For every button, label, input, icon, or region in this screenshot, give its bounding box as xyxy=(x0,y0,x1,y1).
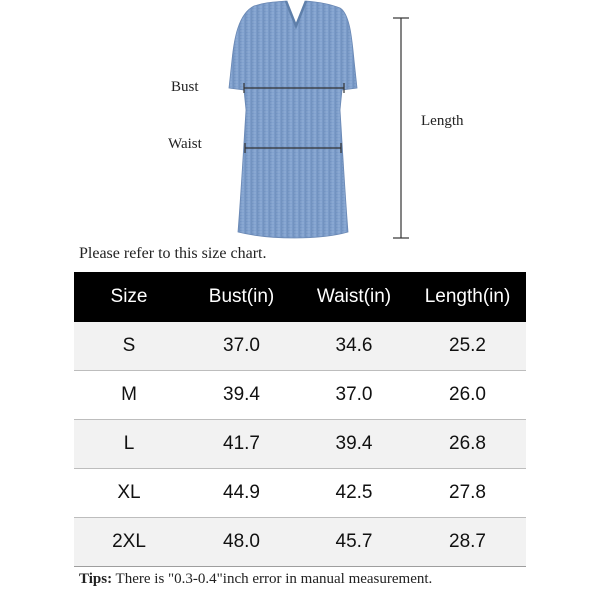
tips-text: There is "0.3-0.4"inch error in manual measurement. xyxy=(112,571,433,587)
table-row xyxy=(74,420,526,469)
table-header-row xyxy=(74,272,526,322)
table-row xyxy=(74,469,526,518)
tshirt-icon xyxy=(229,1,357,238)
header-waist: Waist(in) xyxy=(299,272,409,322)
cell-size: M xyxy=(74,371,184,420)
cell-size: L xyxy=(74,420,184,469)
header-length: Length(in) xyxy=(409,272,526,322)
header-size: Size xyxy=(74,272,184,322)
table-row xyxy=(74,518,526,567)
cell-bust: 41.7 xyxy=(184,420,299,469)
tshirt-figure xyxy=(0,0,600,245)
cell-bust: 37.0 xyxy=(184,322,299,371)
tips-label: Tips: xyxy=(79,571,113,587)
cell-waist: 45.7 xyxy=(299,518,409,567)
cell-bust: 48.0 xyxy=(184,518,299,567)
cell-length: 25.2 xyxy=(409,322,526,371)
header-bust: Bust(in) xyxy=(184,272,299,322)
cell-bust: 44.9 xyxy=(184,469,299,518)
waist-label: Waist xyxy=(168,136,202,152)
cell-length: 26.8 xyxy=(409,420,526,469)
size-chart-table xyxy=(74,272,526,567)
size-chart-caption: Please refer to this size chart. xyxy=(79,245,267,262)
cell-bust: 39.4 xyxy=(184,371,299,420)
cell-size: 2XL xyxy=(74,518,184,567)
cell-waist: 42.5 xyxy=(299,469,409,518)
measurement-tips xyxy=(79,571,432,588)
table-row xyxy=(74,371,526,420)
cell-size: XL xyxy=(74,469,184,518)
cell-waist: 37.0 xyxy=(299,371,409,420)
bust-label: Bust xyxy=(171,79,199,95)
cell-waist: 34.6 xyxy=(299,322,409,371)
cell-waist: 39.4 xyxy=(299,420,409,469)
cell-length: 26.0 xyxy=(409,371,526,420)
size-illustration xyxy=(0,0,600,245)
table-row xyxy=(74,322,526,371)
cell-length: 28.7 xyxy=(409,518,526,567)
cell-length: 27.8 xyxy=(409,469,526,518)
length-label: Length xyxy=(421,113,464,129)
cell-size: S xyxy=(74,322,184,371)
